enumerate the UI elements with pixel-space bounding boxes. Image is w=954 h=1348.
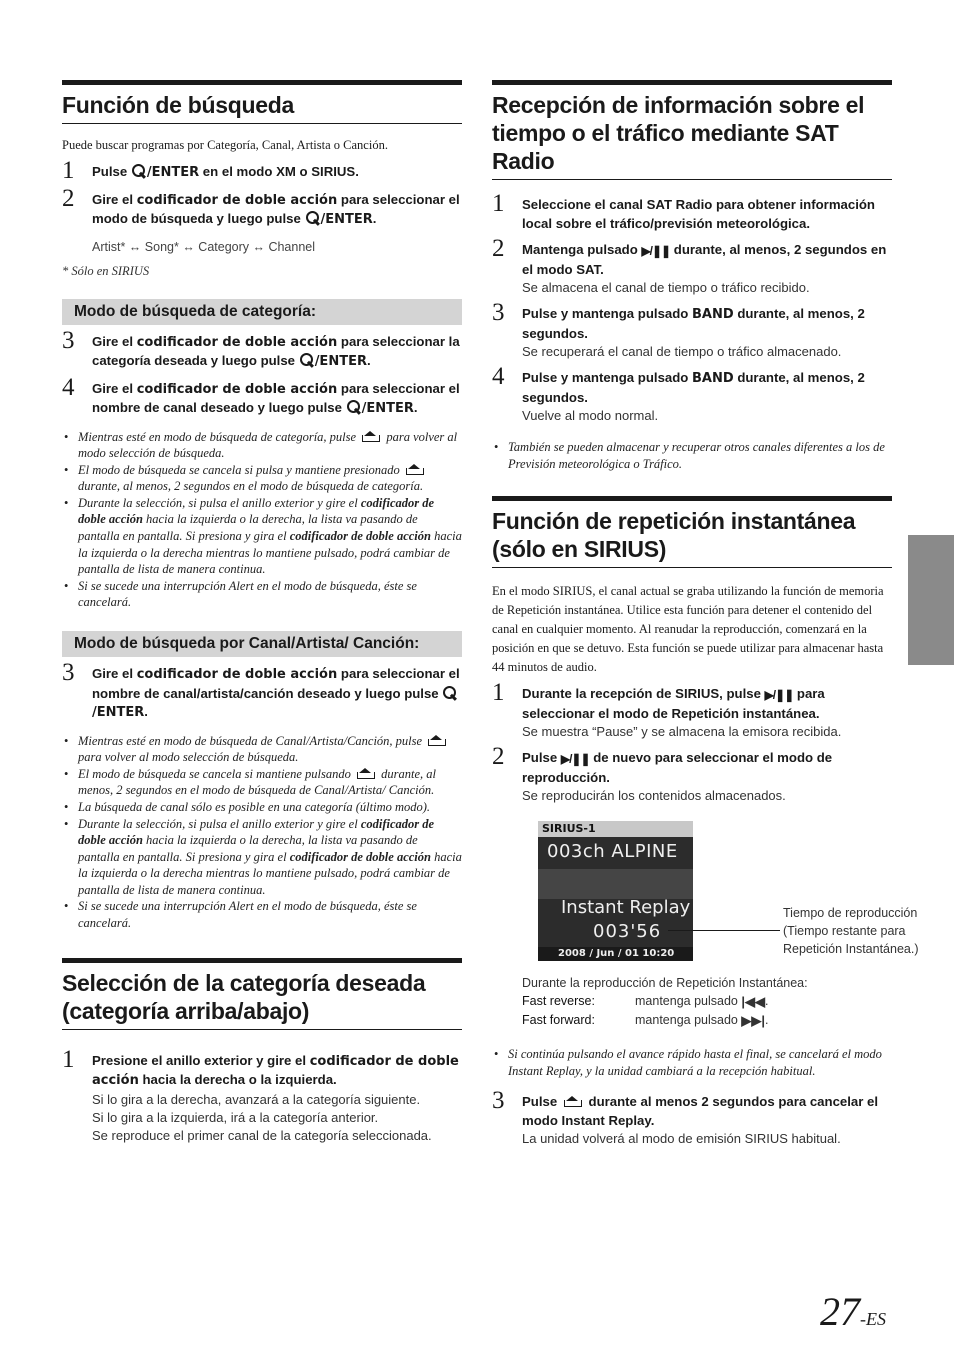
step-note: Si lo gira a la derecha, avanzará a la categoría siguiente. [92,1091,421,1107]
step-text: Pulse y mantenga pulsado BAND durante, al menos, 2 segundos. [522,306,865,341]
step-number: 2 [492,743,505,771]
playback-operations [522,974,892,1030]
return-icon [405,464,425,475]
play-pause-icon: ▶/❚❚ [764,688,794,703]
section-title-repeticion: Función de repetición instantánea (sólo en SIRIUS) [492,496,892,568]
step-2 [62,184,462,230]
step-number: 2 [62,184,75,212]
display-mode: Instant Replay [561,897,691,919]
note-item: • Si se sucede una interrupción Alert en el modo de búsqueda, éste se cancelará. [62,578,462,611]
step-1-repeticion [492,679,892,741]
subhead-canal-artista: Modo de búsqueda por Canal/Artista/ Canción: [62,631,462,657]
step-number: 2 [492,235,505,262]
step-4-recepcion [492,363,892,425]
return-icon [361,431,381,442]
right-column [492,80,919,1148]
step-note: Se almacena el canal de tiempo o tráfico recibido. [522,280,810,295]
return-icon [427,735,447,746]
step-number: 4 [492,363,505,390]
step-1-seleccion [62,1045,462,1145]
note-item: • El modo de búsqueda se cancela si mantiene pulsando durante, al menos, 2 segundos en el modo de búsqueda de Canal/Artista/ Canción. [62,766,462,799]
step-note: Vuelve al modo normal. [522,408,659,423]
step-text: Durante la recepción de SIRIUS, pulse ▶/❚❚ para seleccionar el modo de Repetición instantánea. [522,686,825,721]
search-icon [299,353,315,368]
note-item: • Durante la selección, si pulsa el anillo exterior y gire el codificador de doble acción hacia la izquierda o la derecha, la lista va pasando de pantalla en pantalla. Si presiona y gira el codificador de doble acción hacia la izquierda o la derecha mientras lo mantiene pulsado, podrá cambiar de pantalla de lista de manera continua. [62,816,462,899]
fast-forward-icon: ▶▶| [741,1013,765,1029]
step-note: Se muestra “Pause” y se almacena la emisora recibida. [522,724,842,740]
page-number: 27-ES [820,1289,886,1334]
return-icon [563,1096,583,1107]
intro-busqueda: Puede buscar programas por Categoría, Canal, Artista o Canción. [62,138,388,152]
step-3 [62,326,462,372]
step-text: Pulse durante al menos 2 segundos para cancelar el modo Instant Replay. [522,1094,879,1128]
search-icon [305,211,321,226]
subhead-categoria: Modo de búsqueda de categoría: [62,299,462,325]
note-item: • Mientras esté en modo de búsqueda de Canal/Artista/Canción, pulse para volver al modo selección de búsqueda. [62,733,462,766]
display-channel: 003ch ALPINE [547,841,678,863]
play-pause-icon: ▶/❚❚ [560,752,590,767]
display-date: 2008 / Jun / 01 10:20 [538,947,693,961]
ops-title: Durante la reproducción de Repetición Instantánea: [522,976,808,991]
step-2-recepcion [492,235,892,297]
step-1-recepcion [492,190,892,233]
step-number: 3 [492,1087,505,1115]
left-column [62,80,462,1145]
note-item: • La búsqueda de canal sólo es posible en una categoría (último modo). [62,799,462,816]
footnote: * Sólo en SIRIUS [62,263,150,278]
note-item: • Durante la selección, si pulsa el anillo exterior y gire el codificador de doble acción hacia la izquierda o la derecha, la lista va pasando de pantalla en pantalla. Si presiona y gira el codificador de doble acción hacia la izquierda o la derecha mientras lo mantiene pulsado, podrá cambiar de pantalla de lista de manera continua. [62,495,462,578]
step-number: 1 [62,157,75,184]
step-text: Gire el codificador de doble acción para seleccionar el nombre de canal/artista/canción deseado y luego pulse /ENTER. [92,666,460,721]
fast-reverse-icon: |◀◀ [741,994,765,1010]
notes-repeticion [492,1046,892,1079]
step-text: Seleccione el canal SAT Radio para obtener información local sobre el tráfico/previsión meteorológica. [522,197,875,231]
step-1 [62,157,462,184]
step-note: Se recuperará el canal de tiempo o tráfico almacenado. [522,344,842,359]
step-number: 3 [492,299,505,326]
step-text: Gire el codificador de doble acción para seleccionar el nombre de canal deseado y luego pulse /ENTER. [92,380,460,416]
callout-playback-time: Tiempo de reproducción (Tiempo restante para Repetición Instantánea.) [783,906,919,957]
note-item: • Si se sucede una interrupción Alert en el modo de búsqueda, éste se cancelará. [62,898,462,931]
notes-canal-artista [62,733,462,932]
step-number: 1 [492,190,505,217]
step-number: 1 [492,679,505,707]
step-note: Se reproduce el primer canal de la categoría seleccionada. [92,1127,432,1143]
step-text: Gire el codificador de doble acción para seleccionar el modo de búsqueda y luego pulse /ENTER. [92,191,460,227]
step-3-recepcion [492,299,892,361]
display-band-label: SIRIUS-1 [538,821,693,837]
display-figure [538,821,919,966]
note-item: • Mientras esté en modo de búsqueda de categoría, pulse para volver al modo selección de búsqueda. [62,429,462,462]
return-icon [356,768,376,779]
section-title-busqueda: Función de búsqueda [62,80,462,124]
step-number: 3 [62,326,75,354]
note-item: • Si continúa pulsando el avance rápido hasta el final, se cancelará el modo Instant Replay, y la unidad cambiará a la recepción habitual. [492,1046,892,1079]
step-text: Pulse y mantenga pulsado BAND durante, al menos, 2 segundos. [522,370,865,405]
intro-repeticion: En el modo SIRIUS, el canal actual se graba utilizando la función de memoria de Repetición instantánea. Utilice esta función para detener el contenido del canal en cualquier momento. Al reanudar la reproducción, comenzará en la posición en que se detuvo. Esta función se puede utilizar para almacenar hasta 44 minutos de audio. [492,584,884,675]
note-item: • El modo de búsqueda se cancela si pulsa y mantiene presionado durante, al menos, 2 segundos en el modo de búsqueda de categoría. [62,462,462,495]
ops-row-forward: Fast forward: mantenga pulsado ▶▶|. [522,1013,769,1029]
search-icon [131,164,147,179]
search-icon [442,686,458,701]
display-time: 003'56 [593,921,662,943]
step-number: 3 [62,659,75,687]
side-tab [908,535,954,665]
step-note: La unidad volverá al modo de emisión SIRIUS habitual. [522,1131,841,1147]
step-note: Si lo gira a la izquierda, irá a la categoría anterior. [92,1109,379,1125]
play-pause-icon: ▶/❚❚ [641,244,671,258]
step-number: 1 [62,1045,75,1073]
search-mode-chain: Artist* ↔ Song* ↔ Category ↔ Channel [92,239,316,254]
step-2-repeticion [492,743,892,805]
search-icon [346,400,362,415]
step-4 [62,373,462,419]
note-item: • También se pueden almacenar y recuperar otros canales diferentes a los de Previsión meteorológica o Tráfico. [492,439,892,472]
step-text: Pulse ▶/❚❚ de nuevo para seleccionar el modo de reproducción. [522,750,833,785]
notes-recepcion [492,439,892,472]
notes-categoria [62,429,462,612]
step-number: 4 [62,373,75,401]
step-3-repeticion [492,1087,892,1148]
radio-display [538,821,693,961]
ops-row-reverse: Fast reverse: mantenga pulsado |◀◀. [522,994,769,1010]
step-note: Se reproducirán los contenidos almacenados. [522,788,786,804]
step-3b [62,659,462,723]
step-text: Pulse /ENTER en el modo XM o SIRIUS. [92,164,359,180]
step-text: Presione el anillo exterior y gire el codificador de doble acción hacia la derecha o la izquierda. [92,1052,459,1089]
section-title-recepcion: Recepción de información sobre el tiempo o el tráfico mediante SAT Radio [492,80,892,180]
step-text: Mantenga pulsado ▶/❚❚ durante, al menos, 2 segundos en el modo SAT. [522,242,887,277]
section-title-seleccion: Selección de la categoría deseada (categoría arriba/abajo) [62,958,462,1030]
step-text: Gire el codificador de doble acción para seleccionar la categoría deseada y luego pulse /ENTER. [92,333,460,369]
